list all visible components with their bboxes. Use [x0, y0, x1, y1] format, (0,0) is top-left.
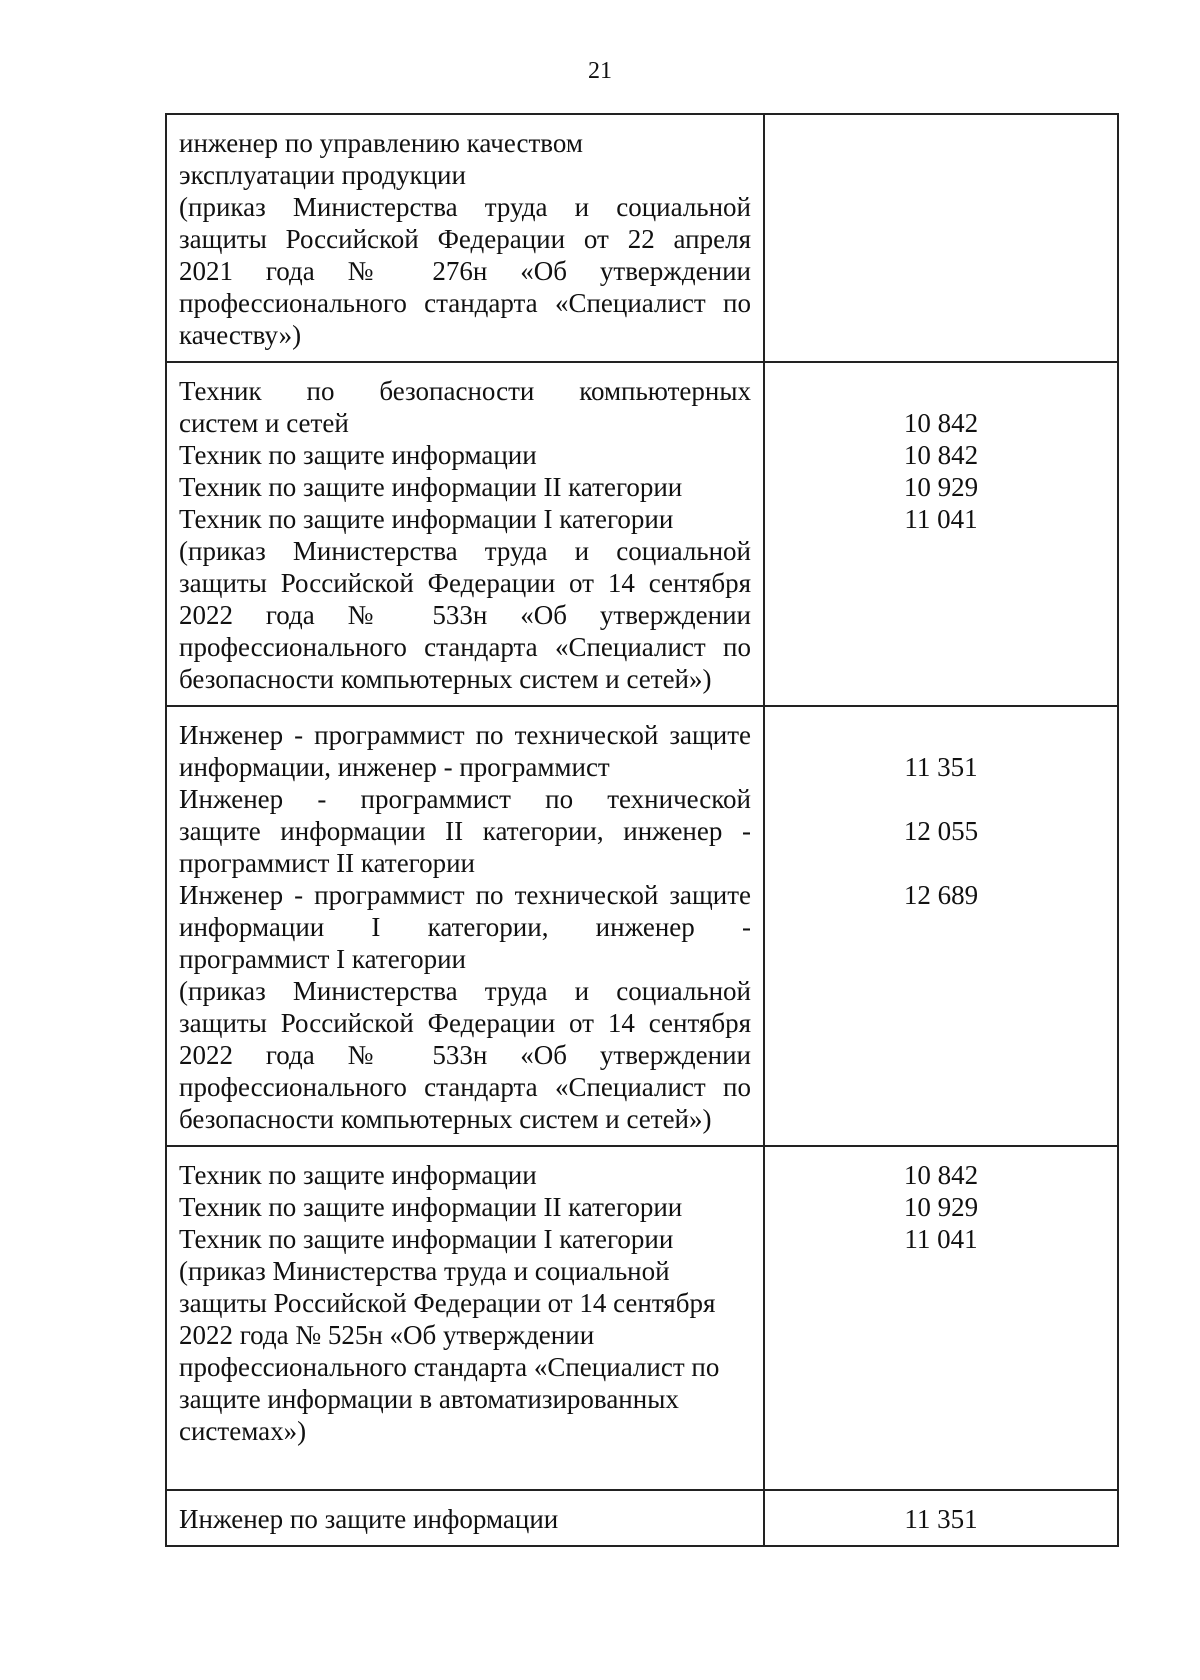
cell-line: системах»)	[179, 1416, 307, 1446]
cell-line: программист I категории	[179, 944, 466, 974]
position-cell	[166, 1146, 764, 1490]
position-cell	[166, 706, 764, 1146]
salary-value: 12 689	[903, 880, 979, 910]
position-cell	[166, 1490, 764, 1546]
position-cell	[166, 362, 764, 706]
cell-line: защиты Российской Федерации от 14 сентября	[179, 1008, 751, 1038]
cell-line: защите информации в автоматизированных	[179, 1384, 679, 1414]
cell-line: Техник по защите информации I категории	[179, 504, 674, 534]
salary-table	[165, 113, 1119, 1547]
cell-line: безопасности компьютерных систем и сетей»)	[179, 664, 712, 694]
cell-line: Техник по защите информации II категории	[179, 1192, 683, 1222]
cell-line: Техник по защите информации II категории	[179, 472, 683, 502]
cell-line: Техник по защите информации I категории	[179, 1224, 674, 1254]
cell-line: защиты Российской Федерации от 14 сентября	[179, 568, 751, 598]
cell-line: информации, инженер - программист	[179, 752, 610, 782]
cell-line: Техник по защите информации	[179, 440, 537, 470]
cell-line: 2021 года № 276н «Об утверждении	[179, 256, 751, 286]
salary-value: 11 041	[904, 504, 978, 534]
cell-line: Инженер - программист по технической защите	[179, 880, 751, 910]
cell-line: Техник по защите информации	[179, 1160, 537, 1190]
cell-line: программист II категории	[179, 848, 475, 878]
cell-line: профессионального стандарта «Специалист по	[179, 1352, 720, 1382]
cell-line: инженер по управлению качеством	[179, 128, 583, 158]
table-row	[166, 1146, 1118, 1490]
page-number: 21	[588, 58, 612, 84]
salary-cell	[764, 1146, 1118, 1490]
salary-value: 11 041	[904, 1224, 978, 1254]
position-cell	[166, 114, 764, 362]
cell-line: безопасности компьютерных систем и сетей»)	[179, 1104, 712, 1134]
salary-value: 10 929	[903, 1192, 979, 1222]
cell-line: (приказ Министерства труда и социальной	[179, 976, 751, 1006]
cell-line: Инженер - программист по технической	[179, 784, 751, 814]
cell-line: профессионального стандарта «Специалист по	[179, 632, 751, 662]
table-row	[166, 1490, 1118, 1546]
cell-line: 2022 года № 533н «Об утверждении	[179, 1040, 751, 1070]
salary-cell	[764, 114, 1118, 362]
salary-value: 10 842	[903, 1160, 979, 1190]
salary-cell	[764, 1490, 1118, 1546]
cell-line: защиты Российской Федерации от 14 сентября	[179, 1288, 716, 1318]
cell-line: защите информации II категории, инженер -	[179, 816, 751, 846]
salary-value: 10 842	[903, 408, 979, 438]
cell-line: качеству»)	[179, 320, 302, 350]
cell-line: профессионального стандарта «Специалист по	[179, 288, 751, 318]
salary-value: 11 351	[904, 752, 978, 782]
cell-line: систем и сетей	[179, 408, 349, 438]
cell-line: (приказ Министерства труда и социальной	[179, 192, 751, 222]
cell-line: Инженер - программист по технической защите	[179, 720, 751, 750]
table-row	[166, 362, 1118, 706]
cell-line: (приказ Министерства труда и социальной	[179, 536, 751, 566]
table-row	[166, 706, 1118, 1146]
salary-value: 12 055	[903, 816, 979, 846]
cell-line: эксплуатации продукции	[179, 160, 466, 190]
cell-line: Инженер по защите информации	[179, 1504, 559, 1534]
cell-line: 2022 года № 525н «Об утверждении	[179, 1320, 595, 1350]
cell-line: (приказ Министерства труда и социальной	[179, 1256, 670, 1286]
cell-line: информации I категории, инженер -	[179, 912, 751, 942]
cell-line: профессионального стандарта «Специалист по	[179, 1072, 751, 1102]
salary-cell	[764, 362, 1118, 706]
table-row	[166, 114, 1118, 362]
salary-value: 11 351	[904, 1504, 978, 1534]
salary-cell	[764, 706, 1118, 1146]
cell-line: Техник по безопасности компьютерных	[179, 376, 751, 406]
cell-line: защиты Российской Федерации от 22 апреля	[179, 224, 751, 254]
salary-value: 10 842	[903, 440, 979, 470]
salary-value: 10 929	[903, 472, 979, 502]
cell-line: 2022 года № 533н «Об утверждении	[179, 600, 751, 630]
